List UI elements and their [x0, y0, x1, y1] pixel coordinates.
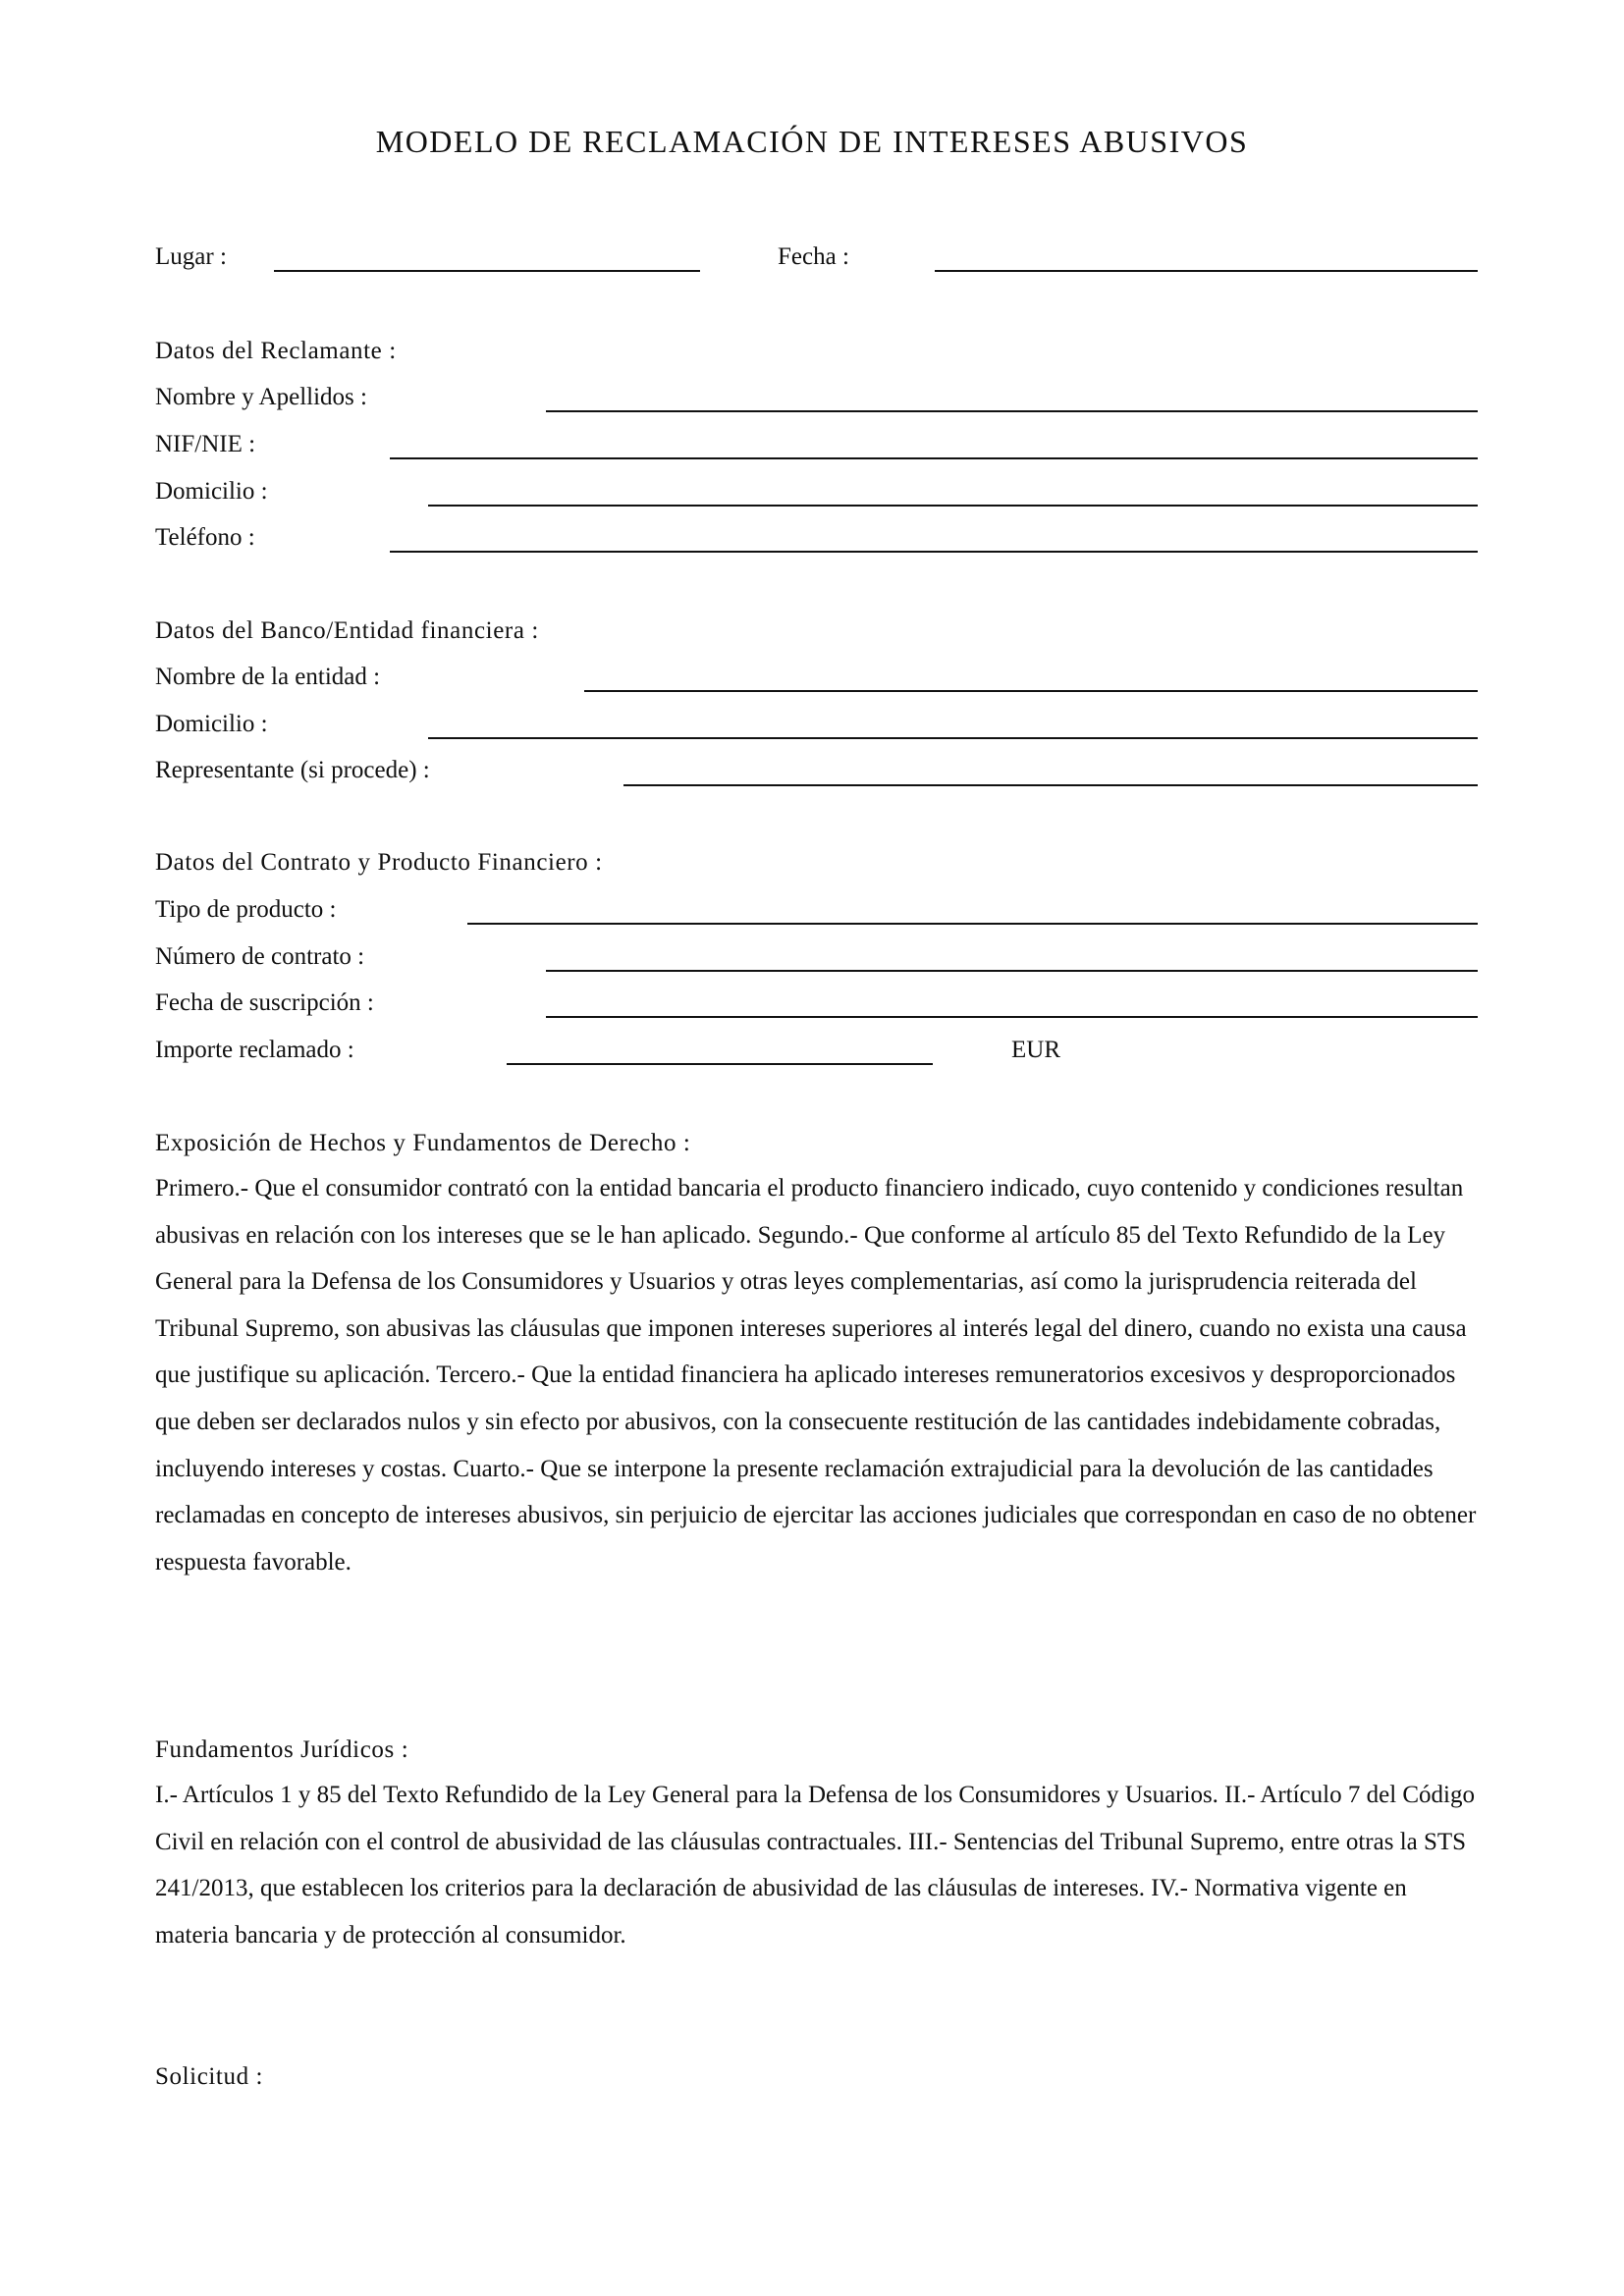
- fecha-suscripcion-field[interactable]: [546, 1016, 1478, 1018]
- telefono-field[interactable]: [390, 551, 1478, 553]
- lugar-label: Lugar :: [155, 243, 227, 270]
- fundamentos-paragraph: I.- Artículos 1 y 85 del Texto Refundido de la Ley General para la Defensa de los Consumidores y Usuarios. II.- Artículo 7 del Código Civil en relación con el control de abusividad de las cláusulas contractuales. III.- Sentencias del Tribunal Supremo, entre otras la STS 241/2013, que establecen los criterios para la declaración de abusividad de las cláusulas de intereses. IV.- Normativa vigente en materia bancaria y de protección al consumidor.: [155, 1782, 1476, 1949]
- importe-reclamado-field[interactable]: [507, 1063, 933, 1065]
- representante-field[interactable]: [623, 784, 1478, 786]
- nombre-apellidos-label: Nombre y Apellidos :: [155, 384, 367, 410]
- fecha-label: Fecha :: [778, 243, 849, 270]
- lugar-field[interactable]: [274, 270, 700, 272]
- contrato-heading: Datos del Contrato y Producto Financiero :: [155, 849, 603, 876]
- banco-domicilio-field[interactable]: [428, 737, 1478, 739]
- entidad-nombre-field[interactable]: [584, 690, 1478, 692]
- importe-reclamado-label: Importe reclamado :: [155, 1037, 354, 1063]
- reclamante-domicilio-field[interactable]: [428, 505, 1478, 507]
- fecha-suscripcion-label: Fecha de suscripción :: [155, 989, 374, 1016]
- document-title: MODELO DE RECLAMACIÓN DE INTERESES ABUSIVOS: [375, 124, 1249, 159]
- reclamante-heading: Datos del Reclamante :: [155, 338, 397, 364]
- nif-nie-field[interactable]: [390, 457, 1478, 459]
- nif-nie-label: NIF/NIE :: [155, 431, 256, 457]
- entidad-nombre-label: Nombre de la entidad :: [155, 664, 381, 690]
- telefono-label: Teléfono :: [155, 524, 255, 551]
- nombre-apellidos-field[interactable]: [546, 410, 1478, 412]
- solicitud-heading: Solicitud :: [155, 2063, 264, 2090]
- tipo-producto-label: Tipo de producto :: [155, 896, 337, 923]
- fecha-field[interactable]: [935, 270, 1478, 272]
- banco-domicilio-label: Domicilio :: [155, 711, 268, 737]
- reclamante-domicilio-label: Domicilio :: [155, 478, 268, 505]
- numero-contrato-field[interactable]: [546, 970, 1478, 972]
- tipo-producto-field[interactable]: [467, 923, 1478, 925]
- banco-heading: Datos del Banco/Entidad financiera :: [155, 617, 539, 644]
- numero-contrato-label: Número de contrato :: [155, 943, 365, 970]
- representante-label: Representante (si procede) :: [155, 757, 430, 783]
- hechos-paragraph: Primero.- Que el consumidor contrató con la entidad bancaria el producto financiero indicado, cuyo contenido y condiciones resultan abusivas en relación con los intereses que se le han aplicado. Segundo.- Que conforme al artículo 85 del Texto Refundido de la Ley General para la Defensa de los Consumidores y Usuarios y otras leyes complementarias, así como la jurisprudencia reiterada del Tribunal Supremo, son abusivas las cláusulas que imponen intereses superiores al interés legal del dinero, cuando no exista una causa que justifique su aplicación. Tercero.- Que la entidad financiera ha aplicado intereses remuneratorios excesivos y desproporcionados que deben ser declarados nulos y sin efecto por abusivos, con la consecuente restitución de las cantidades indebidamente cobradas, incluyendo intereses y costas. Cuarto.- Que se interpone la presente reclamación extrajudicial para la devolución de las cantidades reclamadas en concepto de intereses abusivos, sin perjuicio de ejercitar las acciones judiciales que correspondan en caso de no obtener respuesta favorable.: [155, 1175, 1477, 1575]
- fundamentos-heading: Fundamentos Jurídicos :: [155, 1736, 409, 1763]
- currency-label: EUR: [1011, 1037, 1060, 1063]
- hechos-heading: Exposición de Hechos y Fundamentos de Derecho :: [155, 1130, 691, 1156]
